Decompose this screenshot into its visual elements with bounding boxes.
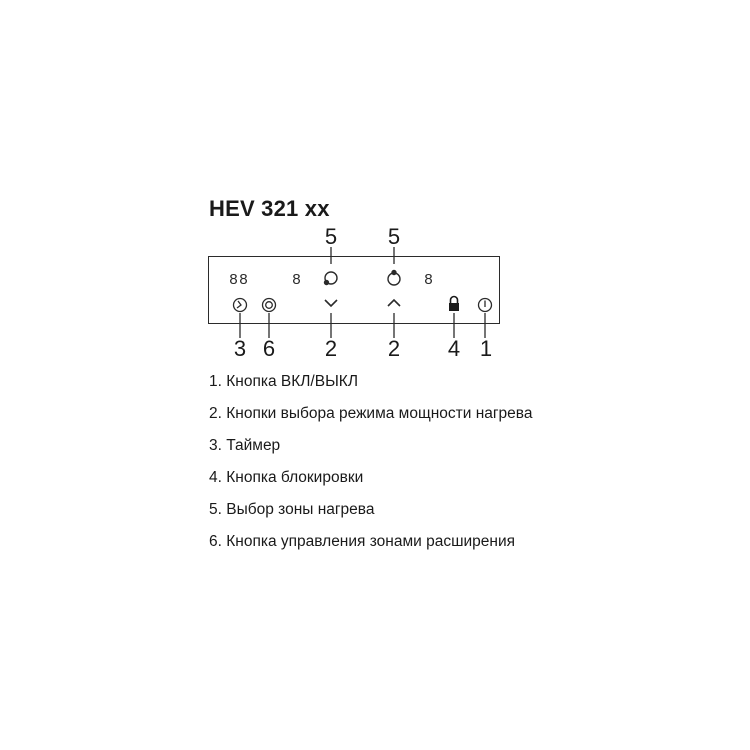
legend-list bbox=[209, 372, 532, 564]
callout-zone-right: 5 bbox=[387, 224, 401, 249]
model-title: HEV 321 xx bbox=[209, 196, 330, 221]
heating-zone-right-icon[interactable] bbox=[388, 271, 400, 286]
callout-power: 1 bbox=[479, 336, 493, 361]
legend-item: 1. Кнопка ВКЛ/ВЫКЛ bbox=[209, 373, 358, 390]
legend-item: 4. Кнопка блокировки bbox=[209, 469, 364, 486]
display-right-single: 8 bbox=[424, 272, 434, 289]
callout-extension: 6 bbox=[262, 336, 276, 361]
extension-zone-icon[interactable] bbox=[263, 299, 276, 312]
legend-item: 5. Выбор зоны нагрева bbox=[209, 501, 375, 518]
heating-zone-left-icon[interactable] bbox=[325, 272, 338, 285]
callout-timer: 3 bbox=[233, 336, 247, 361]
callout-up: 2 bbox=[387, 336, 401, 361]
timer-icon[interactable] bbox=[234, 299, 247, 312]
display-left-pair: 88 bbox=[229, 272, 250, 289]
lock-icon[interactable] bbox=[449, 297, 459, 312]
chevron-up-icon[interactable] bbox=[388, 300, 400, 306]
callout-lock: 4 bbox=[447, 336, 461, 361]
chevron-down-icon[interactable] bbox=[325, 300, 337, 306]
legend-item: 2. Кнопки выбора режима мощности нагрева bbox=[209, 405, 533, 422]
display-left-single: 8 bbox=[292, 272, 302, 289]
callout-down: 2 bbox=[324, 336, 338, 361]
legend-item: 3. Таймер bbox=[209, 437, 281, 454]
callout-zone-left: 5 bbox=[324, 224, 338, 249]
power-icon[interactable] bbox=[479, 299, 492, 312]
legend-item: 6. Кнопка управления зонами расширения bbox=[209, 533, 516, 550]
